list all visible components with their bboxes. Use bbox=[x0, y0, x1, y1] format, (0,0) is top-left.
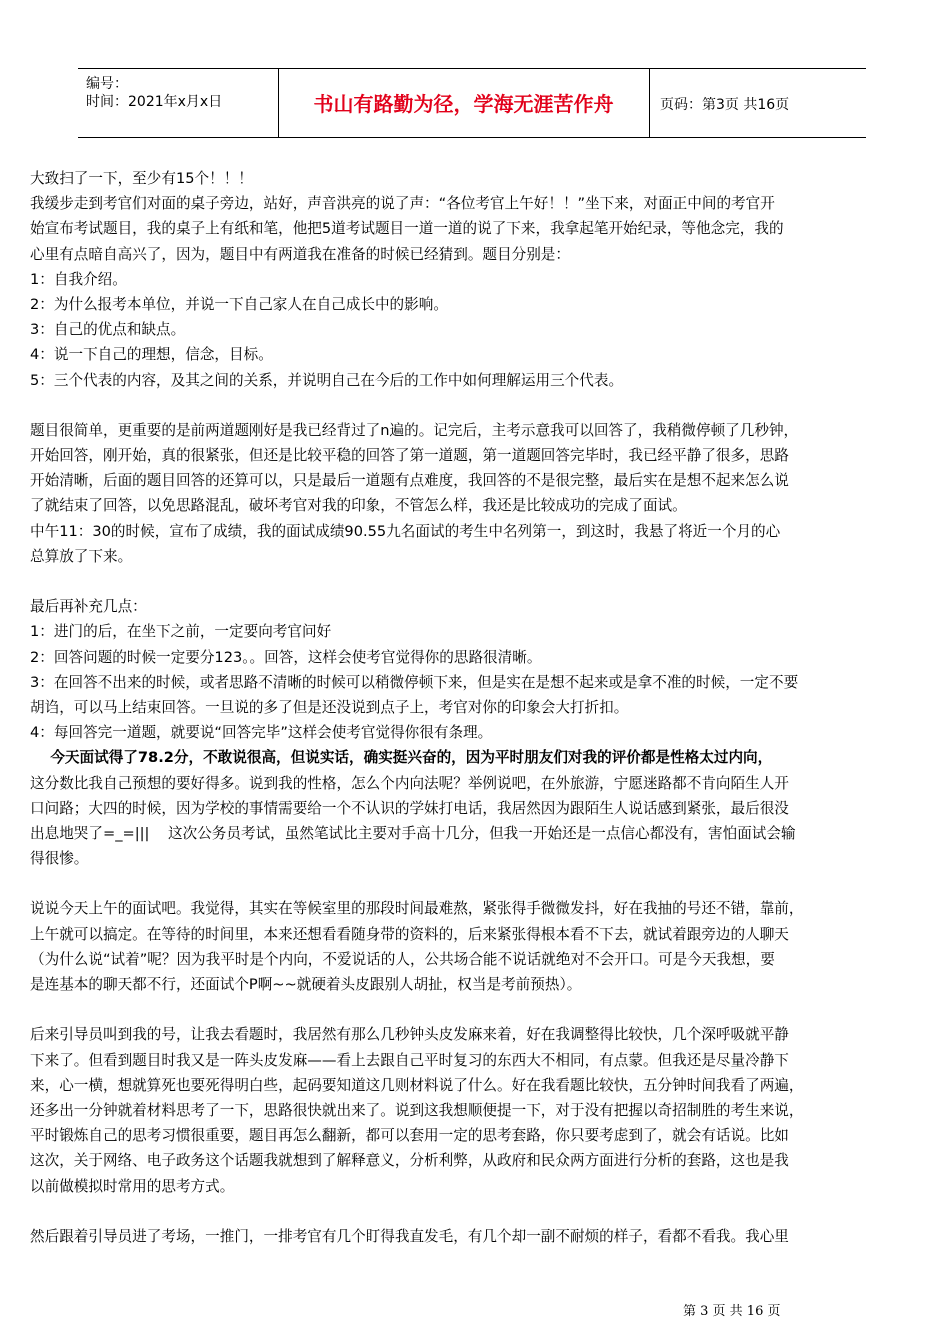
body-line: 下来了。但看到题目时我又是一阵头皮发麻——看上去跟自己平时复习的东西大不相同，有点蒙。但我还是尽量冷静下 bbox=[30, 1051, 789, 1069]
body-line: 5：三个代表的内容，及其之间的关系，并说明自己在今后的工作中如何理解运用三个代表。 bbox=[30, 371, 624, 389]
header-motto: 书山有路勤为径，学海无涯苦作舟 bbox=[313, 92, 614, 116]
body-line: 开始清晰，后面的题目回答的还算可以，只是最后一道题有点难度，我回答的不是很完整，最后实在是想不起来怎么说 bbox=[30, 472, 789, 490]
body-line: 我缓步走到考官们对面的桌子旁边，站好，声音洪亮的说了声：“各位考官上午好！！”坐下来，对面正中间的考官开 bbox=[30, 195, 775, 213]
header-left-cell bbox=[78, 69, 279, 137]
body-line: 上午就可以搞定。在等待的时间里，本来还想看看随身带的资料的，后来紧张得根本看不下去，就试着跟旁边的人聊天 bbox=[30, 925, 789, 943]
body-line: 最后再补充几点： bbox=[30, 598, 147, 616]
header-page-label: 页码：第3页 共16页 bbox=[660, 97, 790, 113]
page-footer: 第 3 页 共 16 页 bbox=[683, 1304, 781, 1319]
body-line: 3：在回答不出来的时候，或者思路不清晰的时候可以稍微停顿下来，但是实在是想不起来或是拿不准的时候，一定不要 bbox=[30, 673, 799, 691]
header-middle-cell bbox=[278, 69, 650, 137]
body-line: 说说今天上午的面试吧。我觉得，其实在等候室里的那段时间最难熬，紧张得手微微发抖，好在我抽的号还不错，靠前， bbox=[30, 900, 804, 918]
body-line: 始宣布考试题目，我的桌子上有纸和笔，他把5道考试题目一道一道的说了下来，我拿起笔开始纪录，等他念完，我的 bbox=[30, 220, 784, 238]
body-line: 3：自己的优点和缺点。 bbox=[30, 321, 186, 339]
body-line: 出息地哭了=_=||| 这次公务员考试，虽然笔试比主要对手高十几分，但我一开始还是一点信心都没有，害怕面试会输 bbox=[30, 824, 796, 842]
body-line: 还多出一分钟就着材料思考了一下，思路很快就出来了。说到这我想顺便提一下，对于没有把握以奇招制胜的考生来说， bbox=[30, 1101, 804, 1119]
blank-line bbox=[30, 1199, 914, 1224]
body-line: 2：回答问题的时候一定要分123。。回答，这样会使考官觉得你的思路很清晰。 bbox=[30, 648, 542, 666]
body-line: 4：每回答完一道题，就要说“回答完毕”这样会使考官觉得你很有条理。 bbox=[30, 724, 493, 742]
document-header bbox=[78, 68, 866, 138]
body-line: 题目很简单，更重要的是前两道题刚好是我已经背过了n遍的。记完后，主考示意我可以回答了，我稍微停顿了几秒钟， bbox=[30, 421, 799, 439]
body-line: 这分数比我自己预想的要好得多。说到我的性格，怎么个内向法呢？举例说吧，在外旅游，宁愿迷路都不肯向陌生人开 bbox=[30, 774, 789, 792]
body-line: 来，心一横，想就算死也要死得明白些，起码要知道这几则材料说了什么。好在我看题比较快，五分钟时间我看了两遍， bbox=[30, 1076, 804, 1094]
body-line: 中午11：30的时候，宣布了成绩，我的面试成绩90.55九名面试的考生中名列第一，到这时，我悬了将近一个月的心 bbox=[30, 522, 781, 540]
body-line-bold: 今天面试得了78.2分，不敢说很高，但说实话，确实挺兴奋的，因为平时朋友们对我的评价都是性格太过内向， bbox=[30, 749, 773, 767]
body-line: 是连基本的聊天都不行，还面试个P啊~~就硬着头皮跟别人胡扯，权当是考前预热）。 bbox=[30, 976, 582, 993]
document-number-label: 编号： bbox=[86, 76, 128, 92]
blank-line bbox=[30, 997, 914, 1022]
body-line: 得很惨。 bbox=[30, 850, 89, 868]
blank-line bbox=[30, 871, 914, 896]
body-line: 平时锻炼自己的思考习惯很重要，题目再怎么翻新，都可以套用一定的思考套路，你只要考虑到了，就会有话说。比如 bbox=[30, 1127, 789, 1145]
body-line: 4：说一下自己的理想，信念，目标。 bbox=[30, 346, 273, 364]
body-line: 开始回答，刚开始，真的很紧张，但还是比较平稳的回答了第一道题，第一道题回答完毕时，我已经平静了很多，思路 bbox=[30, 447, 789, 465]
header-right-cell bbox=[650, 69, 866, 137]
body-line: 后来引导员叫到我的号，让我去看题时，我居然有那么几秒钟头皮发麻来着，好在我调整得比较快，几个深呼吸就平静 bbox=[30, 1026, 789, 1044]
body-line: 了就结束了回答，以免思路混乱，破坏考官对我的印象，不管怎么样，我还是比较成功的完成了面试。 bbox=[30, 497, 687, 515]
blank-line bbox=[30, 569, 914, 594]
document-body bbox=[30, 166, 914, 1249]
body-line: 1：进门的后，在坐下之前，一定要向考官问好 bbox=[30, 623, 332, 641]
body-line: （为什么说“试着”呢？因为我平时是个内向，不爱说话的人，公共场合能不说话就绝对不会开口。可是今天我想，要 bbox=[30, 950, 775, 968]
body-line: 1：自我介绍。 bbox=[30, 270, 127, 288]
document-time-label: 时间：2021年x月x日 bbox=[86, 94, 223, 110]
body-line: 心里有点暗自高兴了，因为，题目中有两道我在准备的时候已经猜到。题目分别是： bbox=[30, 245, 570, 263]
body-line: 然后跟着引导员进了考场，一推门，一排考官有几个盯得我直发毛，有几个却一副不耐烦的样子，看都不看我。我心里 bbox=[30, 1227, 789, 1245]
body-line: 总算放了下来。 bbox=[30, 547, 133, 565]
body-line: 以前做模拟时常用的思考方式。 bbox=[30, 1177, 235, 1195]
blank-line bbox=[30, 393, 914, 418]
body-line: 大致扫了一下，至少有15个！！！ bbox=[30, 170, 253, 187]
body-line: 这次，关于网络、电子政务这个话题我就想到了解释意义，分析利弊，从政府和民众两方面进行分析的套路，这也是我 bbox=[30, 1152, 789, 1170]
body-line: 口问路；大四的时候，因为学校的事情需要给一个不认识的学妹打电话，我居然因为跟陌生人说话感到紧张，最后很没 bbox=[30, 799, 789, 817]
body-line: 胡诌，可以马上结束回答。一旦说的多了但是还没说到点子上，考官对你的印象会大打折扣。 bbox=[30, 698, 629, 716]
body-line: 2：为什么报考本单位，并说一下自己家人在自己成长中的影响。 bbox=[30, 295, 448, 313]
